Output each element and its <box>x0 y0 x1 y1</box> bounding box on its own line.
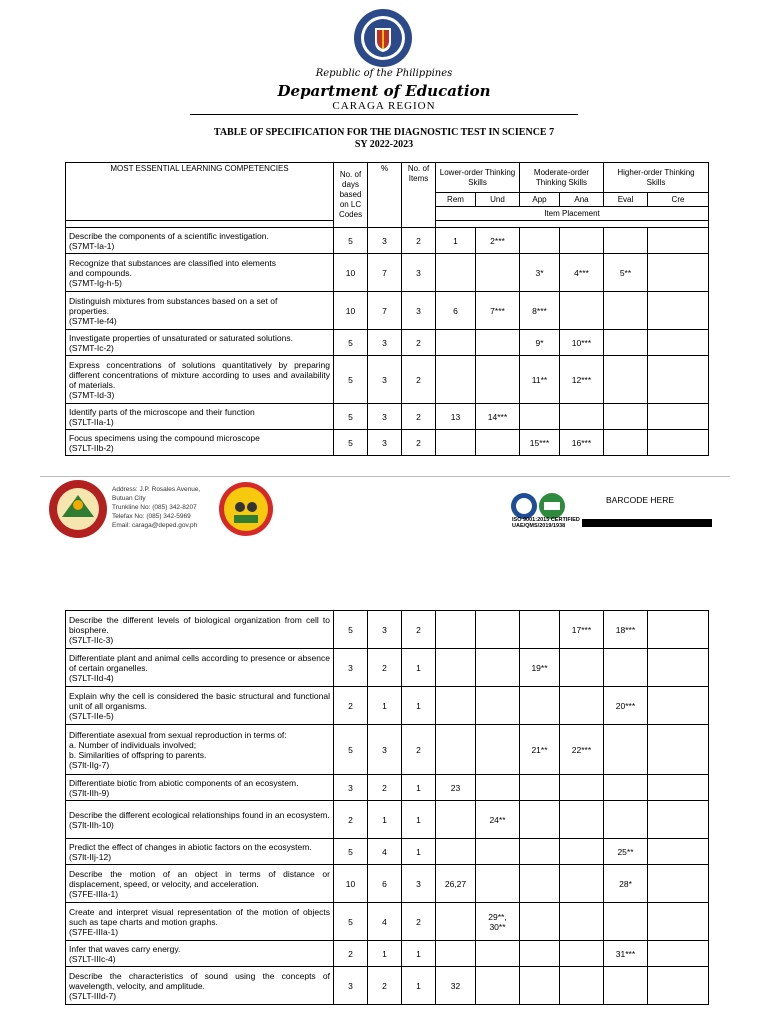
rem-cell <box>436 649 476 687</box>
eval-cell <box>604 725 648 775</box>
eval-cell: 25** <box>604 839 648 865</box>
competency-cell: Predict the effect of changes in abiotic factors on the ecosystem. (S7lt-IIj-12) <box>66 839 334 865</box>
competency-cell: Describe the motion of an object in terms of distance or displacement, speed, or velocity, and acceleration. (S7FE-IIIa-1) <box>66 865 334 903</box>
ana-cell <box>560 775 604 801</box>
competency-cell: Describe the different ecological relationships found in an ecosystem. (S7lt-IIh-10) <box>66 801 334 839</box>
cre-cell <box>648 967 709 1005</box>
pct-cell: 3 <box>368 404 402 430</box>
und-cell <box>476 725 520 775</box>
und-cell: 24** <box>476 801 520 839</box>
items-cell: 2 <box>402 725 436 775</box>
competency-cell: Infer that waves carry energy. (S7LT-IIIc-4) <box>66 941 334 967</box>
header-cre: Cre <box>648 193 709 207</box>
items-cell: 2 <box>402 430 436 456</box>
header-items: No. of Items <box>402 163 436 228</box>
days-cell: 5 <box>334 903 368 941</box>
rem-cell: 23 <box>436 775 476 801</box>
pct-cell: 3 <box>368 356 402 404</box>
und-cell: 14*** <box>476 404 520 430</box>
ana-cell <box>560 801 604 839</box>
pct-cell: 3 <box>368 330 402 356</box>
table-row <box>66 967 709 1005</box>
days-cell: 5 <box>334 228 368 254</box>
eval-cell: 28* <box>604 865 648 903</box>
table-row <box>66 611 709 649</box>
table-row <box>66 292 709 330</box>
rem-cell <box>436 903 476 941</box>
header-ana: Ana <box>560 193 604 207</box>
eval-cell <box>604 356 648 404</box>
title-line-1: TABLE OF SPECIFICATION FOR THE DIAGNOSTIC TEST IN SCIENCE 7 <box>213 127 555 138</box>
competency-cell: Recognize that substances are classified into elements and compounds. (S7MT-Ig-h-5) <box>66 254 334 292</box>
und-cell <box>476 330 520 356</box>
region-line: CARAGA REGION <box>332 100 436 112</box>
table-row <box>66 356 709 404</box>
address-block <box>112 485 200 530</box>
eval-cell <box>604 330 648 356</box>
und-cell <box>476 611 520 649</box>
region-logo-icon <box>48 479 108 539</box>
app-cell <box>520 941 560 967</box>
header-item-placement: Item Placement <box>436 207 709 221</box>
app-cell: 15*** <box>520 430 560 456</box>
competency-cell: Differentiate asexual from sexual reproduction in terms of: a. Number of individuals involved; b. Similarities of offspring to parents. (S7lt-IIg-7) <box>66 725 334 775</box>
und-cell <box>476 865 520 903</box>
app-cell <box>520 839 560 865</box>
table-row <box>66 865 709 903</box>
cre-cell <box>648 430 709 456</box>
cre-cell <box>648 356 709 404</box>
competency-cell: Describe the components of a scientific investigation. (S7MT-Ia-1) <box>66 228 334 254</box>
competency-cell: Describe the different levels of biological organization from cell to biosphere. (S7LT-IIc-3) <box>66 611 334 649</box>
und-cell <box>476 839 520 865</box>
barcode-bar <box>582 519 712 527</box>
iso-line-1: ISO 9001:2015 CERTIFIED <box>512 517 580 523</box>
ana-cell <box>560 967 604 1005</box>
ana-cell: 22*** <box>560 725 604 775</box>
table-row <box>66 687 709 725</box>
competency-cell: Describe the characteristics of sound using the concepts of wavelength, velocity, and amplitude. (S7LT-IIId-7) <box>66 967 334 1005</box>
cre-cell <box>648 330 709 356</box>
items-cell: 2 <box>402 903 436 941</box>
items-cell: 3 <box>402 254 436 292</box>
pct-cell: 3 <box>368 228 402 254</box>
items-cell: 1 <box>402 839 436 865</box>
items-cell: 2 <box>402 404 436 430</box>
table-row <box>66 903 709 941</box>
table-row <box>66 775 709 801</box>
days-cell: 2 <box>334 801 368 839</box>
header-moderate-order: Moderate-order Thinking Skills <box>520 163 604 193</box>
ana-cell <box>560 941 604 967</box>
eval-cell <box>604 430 648 456</box>
rem-cell <box>436 254 476 292</box>
days-cell: 5 <box>334 430 368 456</box>
und-cell <box>476 967 520 1005</box>
pct-cell: 4 <box>368 839 402 865</box>
eval-cell <box>604 404 648 430</box>
rem-cell: 13 <box>436 404 476 430</box>
iso-text <box>512 517 580 529</box>
barcode-label: BARCODE HERE <box>606 495 675 505</box>
days-cell: 5 <box>334 356 368 404</box>
app-cell <box>520 903 560 941</box>
pct-cell: 1 <box>368 941 402 967</box>
table-row <box>66 330 709 356</box>
app-cell: 21** <box>520 725 560 775</box>
department-line: Department of Education <box>277 82 491 100</box>
cre-cell <box>648 725 709 775</box>
app-cell: 8*** <box>520 292 560 330</box>
competency-cell: Explain why the cell is considered the basic structural and functional unit of all organisms. (S7LT-IIe-5) <box>66 687 334 725</box>
app-cell <box>520 967 560 1005</box>
rem-cell <box>436 801 476 839</box>
days-cell: 10 <box>334 865 368 903</box>
ana-cell <box>560 687 604 725</box>
table-row <box>66 941 709 967</box>
und-cell <box>476 775 520 801</box>
days-cell: 10 <box>334 292 368 330</box>
eval-cell <box>604 649 648 687</box>
republic-line: Republic of the Philippines <box>315 68 453 79</box>
header-percent: % <box>368 163 402 228</box>
email: Email: caraga@deped.gov.ph <box>112 522 198 529</box>
und-cell: 7*** <box>476 292 520 330</box>
eval-cell <box>604 292 648 330</box>
competency-cell: Identify parts of the microscope and their function (S7LT-IIa-1) <box>66 404 334 430</box>
rem-cell <box>436 687 476 725</box>
items-cell: 1 <box>402 967 436 1005</box>
pct-cell: 3 <box>368 611 402 649</box>
rem-cell <box>436 430 476 456</box>
app-cell <box>520 228 560 254</box>
eval-cell <box>604 801 648 839</box>
items-cell: 2 <box>402 228 436 254</box>
trunkline: Trunkline No: (085) 342-8207 <box>112 504 197 511</box>
pct-cell: 7 <box>368 292 402 330</box>
cre-cell <box>648 687 709 725</box>
telefax: Telefax No: (085) 342-5969 <box>112 513 191 520</box>
cre-cell <box>648 839 709 865</box>
app-cell <box>520 801 560 839</box>
competency-cell: Investigate properties of unsaturated or saturated solutions. (S7MT-Ic-2) <box>66 330 334 356</box>
cre-cell <box>648 611 709 649</box>
table-row <box>66 404 709 430</box>
header-rule <box>190 114 578 115</box>
ana-cell: 12*** <box>560 356 604 404</box>
und-cell <box>476 941 520 967</box>
header-rem: Rem <box>436 193 476 207</box>
cre-cell <box>648 649 709 687</box>
cre-cell <box>648 801 709 839</box>
header-higher-order: Higher-order Thinking Skills <box>604 163 709 193</box>
rem-cell <box>436 725 476 775</box>
table-row <box>66 801 709 839</box>
ana-cell <box>560 649 604 687</box>
cre-cell <box>648 292 709 330</box>
rem-cell <box>436 611 476 649</box>
pct-cell: 2 <box>368 775 402 801</box>
ana-cell <box>560 903 604 941</box>
days-cell: 5 <box>334 611 368 649</box>
ana-cell: 10*** <box>560 330 604 356</box>
und-cell: 29**, 30** <box>476 903 520 941</box>
ana-cell: 16*** <box>560 430 604 456</box>
ana-cell <box>560 404 604 430</box>
ana-cell <box>560 865 604 903</box>
app-cell: 3* <box>520 254 560 292</box>
items-cell: 1 <box>402 941 436 967</box>
pct-cell: 3 <box>368 430 402 456</box>
app-cell <box>520 404 560 430</box>
competency-cell: Differentiate biotic from abiotic components of an ecosystem. (S7lt-IIh-9) <box>66 775 334 801</box>
cre-cell <box>648 404 709 430</box>
header-eval: Eval <box>604 193 648 207</box>
header-und: Und <box>476 193 520 207</box>
items-cell: 2 <box>402 330 436 356</box>
eval-cell <box>604 775 648 801</box>
pct-cell: 2 <box>368 967 402 1005</box>
app-cell <box>520 611 560 649</box>
document-title <box>0 127 768 151</box>
eval-cell <box>604 228 648 254</box>
app-cell <box>520 865 560 903</box>
cre-cell <box>648 903 709 941</box>
pct-cell: 6 <box>368 865 402 903</box>
items-cell: 1 <box>402 687 436 725</box>
title-line-2: SY 2022-2023 <box>354 139 414 150</box>
und-cell <box>476 687 520 725</box>
und-cell <box>476 254 520 292</box>
ana-cell: 17*** <box>560 611 604 649</box>
app-cell <box>520 775 560 801</box>
header-app: App <box>520 193 560 207</box>
header-competencies: MOST ESSENTIAL LEARNING COMPETENCIES <box>66 163 334 221</box>
table-row <box>66 228 709 254</box>
table-row <box>66 839 709 865</box>
days-cell: 2 <box>334 687 368 725</box>
competency-cell: Express concentrations of solutions quantitatively by preparing different concentrations of mixture according to uses and availability of materials. (S7MT-Id-3) <box>66 356 334 404</box>
eval-cell: 5** <box>604 254 648 292</box>
table-row <box>66 649 709 687</box>
pct-cell: 2 <box>368 649 402 687</box>
app-cell: 11** <box>520 356 560 404</box>
address-line-2: Butuan City <box>112 495 146 502</box>
specification-table-1 <box>65 162 709 456</box>
cre-cell <box>648 941 709 967</box>
eval-cell <box>604 967 648 1005</box>
ana-cell <box>560 228 604 254</box>
und-cell <box>476 356 520 404</box>
und-cell <box>476 649 520 687</box>
eval-cell: 31*** <box>604 941 648 967</box>
eval-cell: 20*** <box>604 687 648 725</box>
rem-cell <box>436 839 476 865</box>
header-lower-order: Lower-order Thinking Skills <box>436 163 520 193</box>
pct-cell: 3 <box>368 725 402 775</box>
rem-cell <box>436 941 476 967</box>
items-cell: 1 <box>402 801 436 839</box>
days-cell: 3 <box>334 649 368 687</box>
pct-cell: 1 <box>368 801 402 839</box>
deped-seal-icon <box>353 8 413 68</box>
days-cell: 3 <box>334 967 368 1005</box>
items-cell: 3 <box>402 292 436 330</box>
header-days: No. of days based on LC Codes <box>334 163 368 228</box>
cre-cell <box>648 228 709 254</box>
items-cell: 3 <box>402 865 436 903</box>
pct-cell: 4 <box>368 903 402 941</box>
days-cell: 5 <box>334 404 368 430</box>
days-cell: 5 <box>334 330 368 356</box>
specification-table-2 <box>65 610 709 1005</box>
pct-cell: 1 <box>368 687 402 725</box>
rem-cell: 26,27 <box>436 865 476 903</box>
cre-cell <box>648 254 709 292</box>
table-row <box>66 725 709 775</box>
und-cell <box>476 430 520 456</box>
app-cell: 9* <box>520 330 560 356</box>
days-cell: 10 <box>334 254 368 292</box>
table-row <box>66 430 709 456</box>
cre-cell <box>648 865 709 903</box>
pct-cell: 7 <box>368 254 402 292</box>
address-line-1: Address: J.P. Rosales Avenue, <box>112 486 201 493</box>
und-cell: 2*** <box>476 228 520 254</box>
letterhead-footer <box>40 476 730 547</box>
days-cell: 5 <box>334 839 368 865</box>
competency-cell: Create and interpret visual representation of the motion of objects such as tape charts and motion graphs. (S7FE-IIIa-1) <box>66 903 334 941</box>
rem-cell: 32 <box>436 967 476 1005</box>
items-cell: 1 <box>402 649 436 687</box>
items-cell: 1 <box>402 775 436 801</box>
cre-cell <box>648 775 709 801</box>
eval-cell: 18*** <box>604 611 648 649</box>
app-cell <box>520 687 560 725</box>
app-cell: 19** <box>520 649 560 687</box>
competency-cell: Differentiate plant and animal cells according to presence or absence of certain organelles. (S7LT-IId-4) <box>66 649 334 687</box>
ana-cell: 4*** <box>560 254 604 292</box>
competency-cell: Distinguish mixtures from substances based on a set of properties. (S7MT-Ie-f4) <box>66 292 334 330</box>
school-logo-icon <box>218 481 274 537</box>
days-cell: 2 <box>334 941 368 967</box>
days-cell: 5 <box>334 725 368 775</box>
rem-cell <box>436 356 476 404</box>
rem-cell <box>436 330 476 356</box>
table-row <box>66 254 709 292</box>
iso-line-2: UAE/QMS/2019/1938 <box>512 523 566 529</box>
eval-cell <box>604 903 648 941</box>
items-cell: 2 <box>402 356 436 404</box>
ana-cell <box>560 292 604 330</box>
competency-cell: Focus specimens using the compound microscope (S7LT-IIb-2) <box>66 430 334 456</box>
days-cell: 3 <box>334 775 368 801</box>
rem-cell: 1 <box>436 228 476 254</box>
ana-cell <box>560 839 604 865</box>
items-cell: 2 <box>402 611 436 649</box>
rem-cell: 6 <box>436 292 476 330</box>
